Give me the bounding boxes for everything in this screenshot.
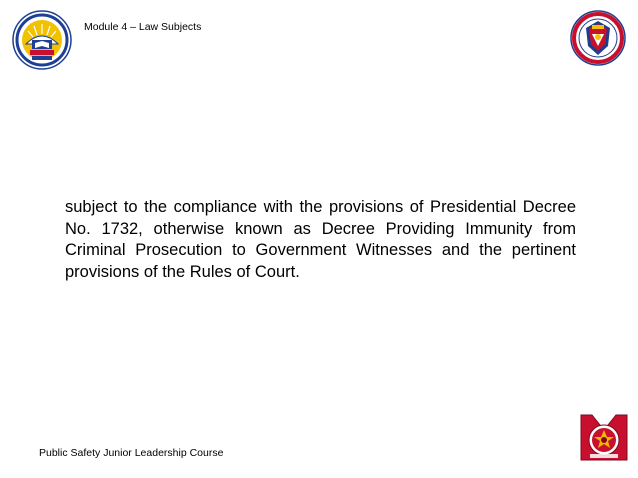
module-title: Module 4 – Law Subjects (84, 21, 202, 33)
course-name: Public Safety Junior Leadership Course (39, 447, 224, 459)
training-service-emblem-icon (578, 410, 630, 466)
pnp-seal-icon (570, 10, 626, 66)
body-paragraph: subject to the compliance with the provisions of Presidential Decree No. 1732, otherwise known as Decree Providing Immunity from Criminal Prosecution to Government Witnesses and the pertinent provisions of the Rules of Court. (65, 198, 576, 281)
academy-seal-icon (12, 10, 72, 70)
